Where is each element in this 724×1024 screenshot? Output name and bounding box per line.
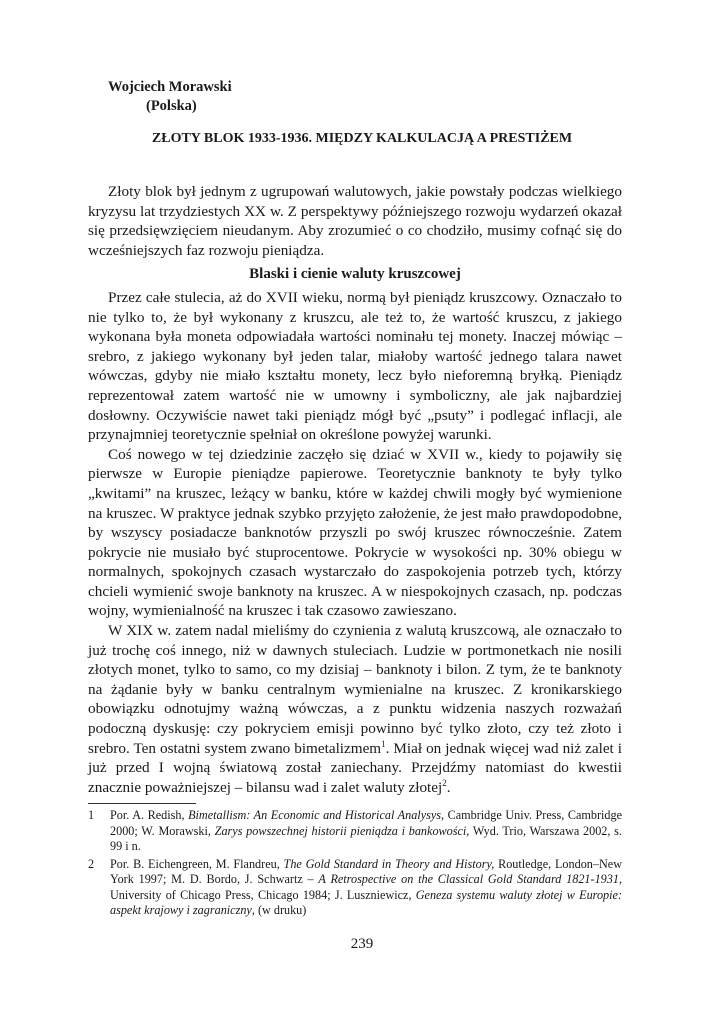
paragraph: Coś nowego w tej dziedzinie zaczęło się dziać w XVII w., kiedy to pojawiły się pierwsze w Europie pieniądze papierowe. Teoretycznie banknoty te były tylko „kwitami” na kruszec, leżący w banku, które w każdej chwili mogły być wymienione na kruszec. W praktyce jednak szybko przyjęto założenie, że jest mało prawdopodobne, by wszyscy posiadacze banknotów przyszli po swój kruszec równocześnie. Zatem pokrycie nie musiało być stuprocentowe. Pokrycie w wysokości np. 30% obiegu w normalnych, spokojnych czasach wystarczało do zaspokojenia potrzeb tych, którzy chcieli wymienić swoje banknoty na kruszec. A w niespokojnych czasach, np. podczas wojny, wymienialność na kruszec i tak czasowo zawieszano. xyxy=(88,445,622,620)
footnote-segment: Routledge, London–New York 1997; M. D. Bordo, J. Schwartz – xyxy=(110,856,622,886)
footnote-segment: University of Chicago Press, Chicago 1984; J. Luszniewicz, xyxy=(110,887,416,902)
footnote-number: 2 xyxy=(88,856,95,871)
footnote-text xyxy=(110,808,622,855)
author-block xyxy=(108,78,232,116)
footnote-segment: Cambridge Univ. Press, Cambridge 2000; W. Morawski, xyxy=(110,808,622,838)
footnote-number: 1 xyxy=(88,808,95,822)
page-number: 239 xyxy=(350,936,374,952)
footnote-title-italic: Geneza systemu waluty złotej w Europie: aspekt krajowy i zagraniczny xyxy=(110,887,623,917)
footnote-title-italic: The Gold Standard in Theory and History, xyxy=(283,856,495,871)
footnote-separator xyxy=(88,803,196,804)
article-title: ZŁOTY BLOK 1933-1936. MIĘDZY KALKULACJĄ A PRESTIŻEM xyxy=(151,131,573,146)
paragraph-text: W XIX w. zatem nadal mieliśmy do czynienia z walutą kruszcową, ale oznaczało to już trochę coś innego, niż w dawnych stuleciach. Ludzie w portmonetkach nie nosili złotych monet, tylko to samo, co my dzisiaj – banknoty i bilon. Z tym, że te banknoty na żądanie były w banku centralnym wymienialne na kruszec. Z kronikarskiego obowiązku odnotujmy ważną wówczas, a z punktu widzenia naszych rozważań podoczną dyskusję: czy pokryciem emisji powinno być tylko złoto, czy też złoto i srebro. Ten ostatni system zwano bimetalizmem xyxy=(88,622,622,757)
footnote-1 xyxy=(88,808,622,855)
footnotes xyxy=(88,808,622,921)
author-name: Wojciech Morawski xyxy=(108,79,232,95)
footnote-title-italic: Zarys powszechnej historii pieniądza i bankowości, xyxy=(214,823,470,838)
paragraph: Przez całe stulecia, aż do XVII wieku, normą był pieniądz kruszcowy. Oznaczało to nie tylko to, że był wykonany z kruszcu, ale też to, że wartość kruszcu, z jakiego wykonana była moneta odpowiadała wartości nominału tej monety. Inaczej mówiąc – srebro, z jakiego wykonany był jeden talar, miałoby wartość jednego talara nawet wówczas, gdyby nie miało kształtu monety, lecz było nieforemną bryłką. Pieniądz reprezentował zatem wartość nie w umowny i symboliczny, ale jak najbardziej dosłowny. Oczywiście nawet taki pieniądz mógł być „psuty” i podlegać inflacji, ale przynajmniej teoretycznie spełniał on określone powyżej warunki. xyxy=(88,288,622,444)
footnote-title-italic: A Retrospective on the Classical Gold Standard 1821-1931, xyxy=(318,872,622,886)
article-body xyxy=(88,182,622,797)
author-country: (Polska) xyxy=(146,98,197,114)
paragraph-last xyxy=(88,621,622,797)
footnote-segment: , (w druku) xyxy=(251,903,307,917)
paragraph-text: . Miał on jednak więcej wad niż zalet i już przed I wojną światową został zaniechany. Przejdźmy natomiast do kwestii znacznie poważniejszej – bilansu wad i zalet waluty złotej xyxy=(88,739,622,796)
paragraph-text: . xyxy=(446,778,451,796)
section-heading: Blaski i cienie waluty kruszcowej xyxy=(249,266,461,283)
footnote-title-italic: Bimetallism: An Economic and Historical Analysys, xyxy=(188,808,445,822)
footnote-segment: Por. A. Redish, xyxy=(110,808,189,822)
intro-paragraph: Złoty blok był jednym z ugrupowań walutowych, jakie powstały podczas wielkiego kryzysu lat trzydziestych XX w. Z perspektywy późniejszego rozwoju wydarzeń okazał się przedsięwzięciem nieudanym. Aby zrozumieć o co chodziło, musimy cofnąć się do wcześniejszych faz rozwoju pieniądza. xyxy=(88,183,622,259)
footnote-text xyxy=(110,857,622,919)
footnote-segment: Wyd. Trio, Warszawa 2002, s. 99 i n. xyxy=(110,823,622,853)
footnote-segment: Por. B. Eichengreen, M. Flandreu, xyxy=(110,856,284,871)
footnote-2 xyxy=(88,857,622,919)
footnote-ref-1[interactable]: 1 xyxy=(381,738,386,749)
footnote-ref-2[interactable]: 2 xyxy=(442,777,447,788)
